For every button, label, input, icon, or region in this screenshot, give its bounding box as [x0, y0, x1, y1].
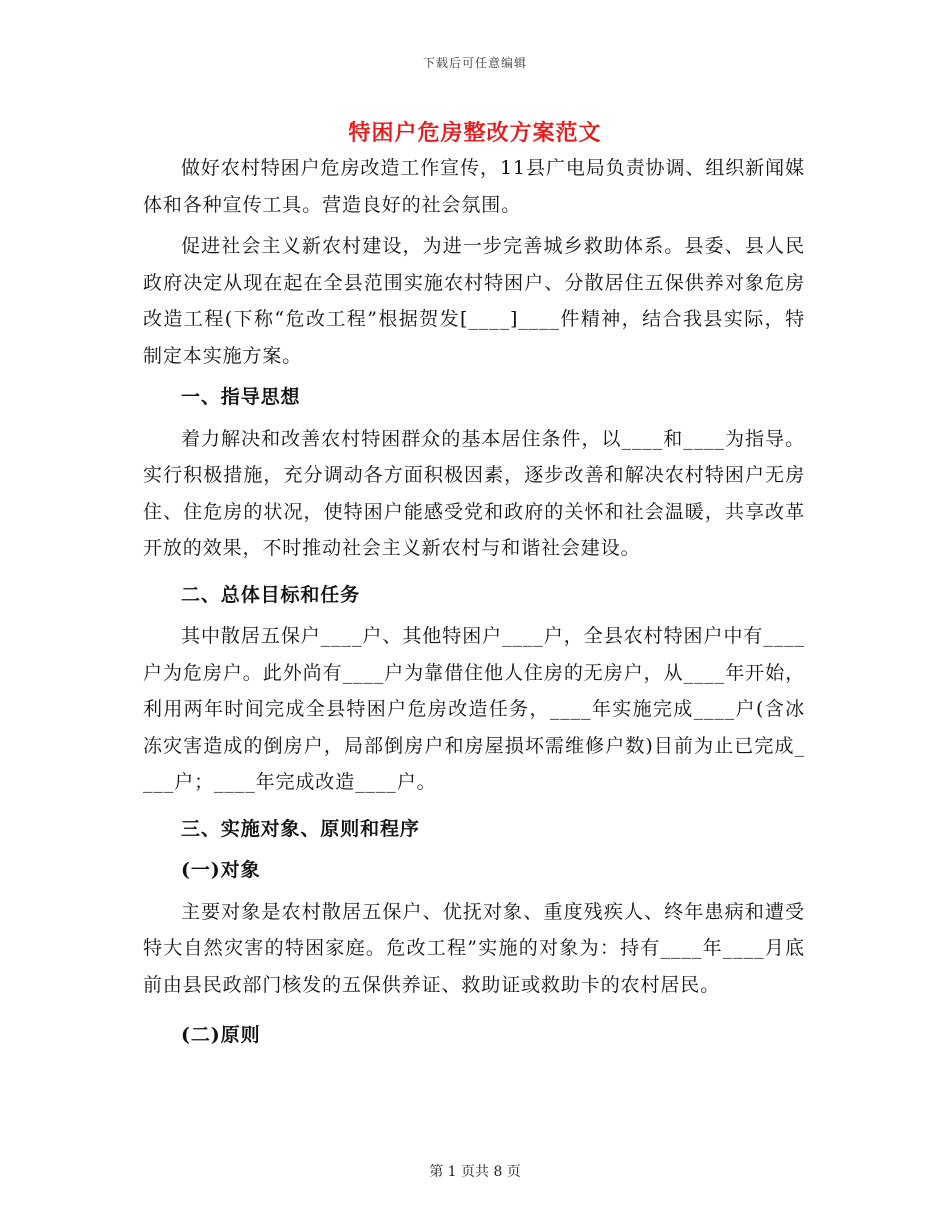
page-header-note: 下载后可任意编辑: [422, 56, 527, 70]
paragraph-targets: 主要对象是农村散居五保户、优抚对象、重度残疾人、终年患病和遭受特大自然灾害的特困家庭。危改工程”实施的对象为：持有____年____月底前由县民政部门核发的五保供养证、救助证或救助卡的农村居民。: [143, 900, 805, 996]
subheading-targets: (一)对象: [181, 859, 261, 881]
paragraph-overall-goals: 其中散居五保户____户、其他特困户____户，全县农村特困户中有____户为危房户。此外尚有____户为靠借住他人住房的无房户，从____年开始，利用两年时间完成全县特困户危房改造任务，____年实施完成____户(含冰冻灾害造成的倒房户，局部倒房户和房屋损坏需维修户数)目前为止已完成____户；____年完成改造____户。: [143, 625, 805, 793]
subheading-principles: (二)原则: [181, 1024, 261, 1046]
document-title: 特困户危房整改方案范文: [348, 120, 602, 146]
paragraph-publicity: 做好农村特困户危房改造工作宣传，11县广电局负责协调、组织新闻媒体和各种宣传工具。营造良好的社会氛围。: [143, 157, 805, 216]
page-number: 第 1 页共 8 页: [429, 1164, 521, 1180]
paragraph-guiding-ideology: 着力解决和改善农村特困群众的基本居住条件，以____和____为指导。实行积极措施，充分调动各方面积极因素，逐步改善和解决农村特困户无房住、住危房的状况，使特困户能感受党和政府的关怀和社会温暖，共享改革开放的效果，不时推动社会主义新农村与和谐社会建设。: [143, 427, 805, 559]
heading-guiding-ideology: 一、指导思想: [181, 386, 301, 408]
heading-overall-goals: 二、总体目标和任务: [181, 583, 361, 606]
heading-implementation: 三、实施对象、原则和程序: [181, 817, 420, 840]
document-body: [143, 150, 805, 1054]
paragraph-background: 促进社会主义新农村建设，为进一步完善城乡救助体系。县委、县人民政府决定从现在起在全县范围实施农村特困户、分散居住五保供养对象危房改造工程(下称“危改工程”根据贺发[____]____件精神，结合我县实际，特制定本实施方案。: [143, 235, 805, 367]
